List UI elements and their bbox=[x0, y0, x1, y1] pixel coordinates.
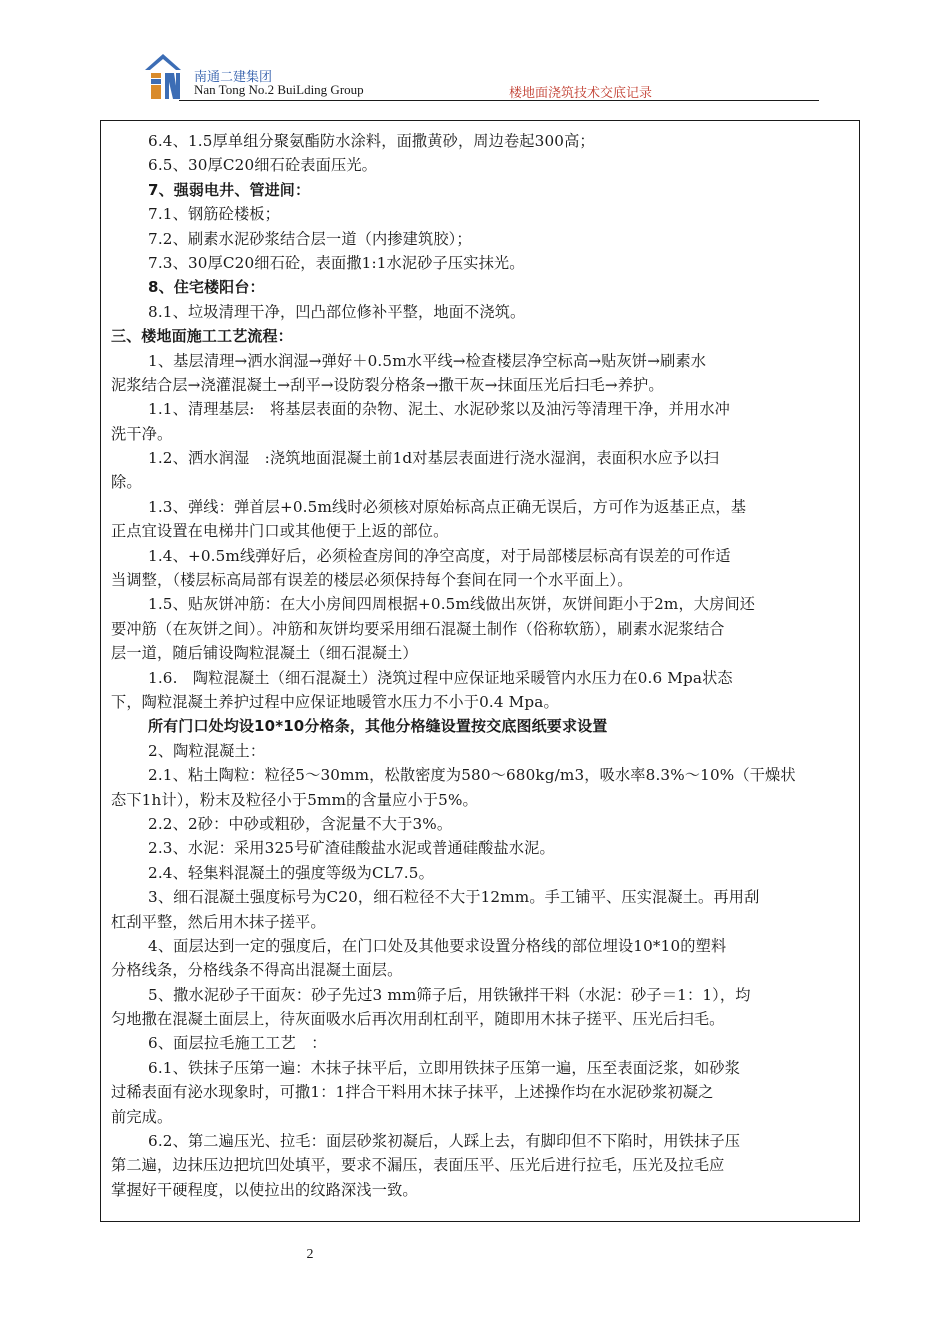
company-name-cn: 南通二建集团 bbox=[194, 70, 273, 85]
company-name-en: Nan Tong No.2 BuiLding Group bbox=[194, 82, 364, 97]
text-line: 层一道，随后铺设陶粒混凝土（细石混凝土） bbox=[111, 644, 418, 663]
page-header bbox=[143, 52, 819, 102]
section-heading-line: 所有门口处均设10*10分格条，其他分格缝设置按交底图纸要求设置 bbox=[148, 717, 608, 736]
text-line: 2.4、轻集料混凝土的强度等级为CL7.5。 bbox=[148, 863, 434, 882]
text-line: 1、基层清理→洒水润湿→弹好＋0.5m水平线→检查楼层净空标高→贴灰饼→刷素水 bbox=[148, 351, 707, 370]
text-line: 5、撒水泥砂子干面灰：砂子先过3 mm筛子后，用铁锹拌干料（水泥：砂子＝1：1），均 bbox=[148, 985, 751, 1004]
text-line: 1.6. 陶粒混凝土（细石混凝土）浇筑过程中应保证地采暖管内水压力在0.6 Mpa状态 bbox=[148, 668, 733, 687]
text-line: 6.2、第二遍压光、拉毛：面层砂浆初凝后，人踩上去，有脚印但不下陷时，用铁抹子压 bbox=[148, 1132, 741, 1151]
text-line: 8.1、垃圾清理干净，凹凸部位修补平整，地面不浇筑。 bbox=[148, 302, 526, 321]
text-line: 2.2、2砂：中砂或粗砂，含泥量不大于3%。 bbox=[148, 814, 453, 833]
text-line: 1.4、+0.5m线弹好后，必须检查房间的净空高度，对于局部楼层标高有误差的可作适 bbox=[148, 546, 731, 565]
text-line: 6.5、30厚C20细石砼表面压光。 bbox=[148, 156, 377, 175]
text-line: 7.3、30厚C20细石砼，表面撒1:1水泥砂子压实抹光。 bbox=[148, 253, 525, 272]
text-line: 6.4、1.5厚单组分聚氨酯防水涂料，面撒黄砂，周边卷起300高； bbox=[148, 132, 595, 150]
text-line: 6、面层拉毛施工工艺 ： bbox=[148, 1034, 327, 1053]
text-line: 2、陶粒混凝土： bbox=[148, 741, 266, 760]
text-line: 2.3、水泥：采用325号矿渣硅酸盐水泥或普通硅酸盐水泥。 bbox=[148, 839, 555, 858]
text-line: 2.1、粘土陶粒：粒径5～30mm，松散密度为580～680kg/m3，吸水率8.3%～10%（干燥状 bbox=[148, 766, 796, 785]
text-line: 3、细石混凝土强度标号为C20，细石粒径不大于12mm。手工铺平、压实混凝土。再用刮 bbox=[148, 888, 760, 907]
text-line: 1.3、弹线：弹首层+0.5m线时必须核对原始标高点正确无误后，方可作为返基正点，基 bbox=[148, 497, 747, 516]
text-line: 匀地撒在混凝土面层上，待灰面吸水后再次用刮杠刮平，随即用木抹子搓平、压光后扫毛。 bbox=[111, 1010, 725, 1029]
section-heading-line: 7、强弱电井、管进间： bbox=[148, 180, 311, 199]
text-line: 6.1、铁抹子压第一遍：木抹子抹平后，立即用铁抹子压第一遍，压至表面泛浆，如砂浆 bbox=[148, 1058, 741, 1077]
text-line: 7.2、刷素水泥砂浆结合层一道（内掺建筑胶）； bbox=[148, 229, 472, 248]
text-line: 4、面层达到一定的强度后，在门口处及其他要求设置分格线的部位埋设10*10的塑料 bbox=[148, 936, 727, 955]
header-divider bbox=[179, 100, 819, 101]
text-line: 下，陶粒混凝土养护过程中应保证地暖管水压力不小于0.4 Mpa。 bbox=[111, 692, 559, 711]
document-title: 楼地面浇筑技术交底记录 bbox=[509, 86, 653, 101]
content-body bbox=[111, 129, 855, 1202]
text-line: 1.1、清理基层: 将基层表面的杂物、泥土、水泥砂浆以及油污等清理干净，并用水冲 bbox=[148, 400, 731, 419]
text-line: 掌握好干硬程度，以使拉出的纹路深浅一致。 bbox=[111, 1180, 418, 1199]
text-line: 泥浆结合层→浇灌混凝土→刮平→设防裂分格条→撒干灰→抹面压光后扫毛→养护。 bbox=[111, 375, 664, 394]
content-table-cell bbox=[100, 120, 860, 1222]
text-line: 要冲筋（在灰饼之间）。冲筋和灰饼均要采用细石混凝土制作（俗称软筋），刷素水泥浆结合 bbox=[111, 619, 725, 638]
text-line: 1.2、洒水润湿 :浇筑地面混凝土前1d对基层表面进行浇水湿润，表面积水应予以扫 bbox=[148, 449, 720, 468]
section-heading-line: 8、住宅楼阳台： bbox=[148, 278, 265, 297]
company-logo-icon bbox=[143, 52, 183, 100]
text-line: 1.5、贴灰饼冲筋：在大小房间四周根据+0.5m线做出灰饼，灰饼间距小于2m，大房间还 bbox=[148, 595, 756, 614]
page-number: 2 bbox=[306, 1247, 314, 1262]
text-line: 除。 bbox=[111, 473, 142, 492]
text-line: 第二遍，边抹压边把坑凹处填平，要求不漏压，表面压平、压光后进行拉毛，压光及拉毛应 bbox=[111, 1156, 725, 1175]
text-line: 当调整，（楼层标高局部有误差的楼层必须保持每个套间在同一个水平面上）。 bbox=[111, 571, 633, 590]
text-line: 7.1、钢筋砼楼板； bbox=[148, 205, 280, 224]
text-line: 正点宜设置在电梯井门口或其他便于上返的部位。 bbox=[111, 522, 449, 541]
text-line: 前完成。 bbox=[111, 1107, 173, 1126]
text-line: 杠刮平整，然后用木抹子搓平。 bbox=[111, 912, 326, 931]
section-heading-line: 三、楼地面施工工艺流程： bbox=[111, 327, 293, 346]
text-line: 过稀表面有泌水现象时，可撒1：1拌合干料用木抹子抹平，上述操作均在水泥砂浆初凝之 bbox=[111, 1083, 714, 1102]
text-line: 洗干净。 bbox=[111, 424, 173, 443]
text-line: 分格线条，分格线条不得高出混凝土面层。 bbox=[111, 961, 403, 980]
text-line: 态下1h计），粉末及粒径小于5mm的含量应小于5%。 bbox=[111, 790, 478, 809]
